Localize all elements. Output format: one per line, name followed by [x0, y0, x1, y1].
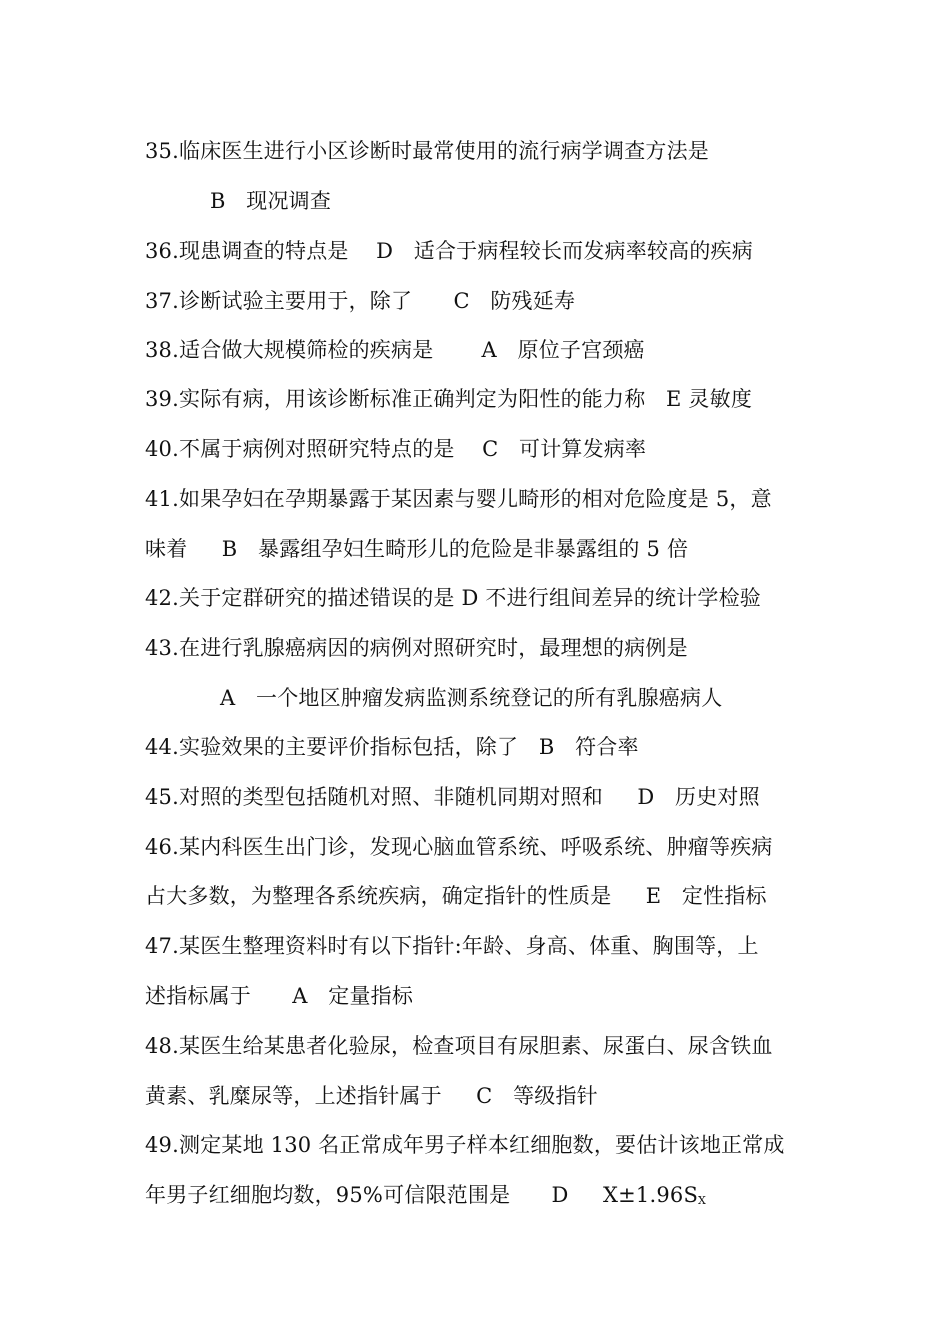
question-37: 37.诊断试验主要用于，除了 C 防残延寿: [145, 289, 576, 313]
question-45: 45.对照的类型包括随机对照、非随机同期对照和 D 历史对照: [145, 785, 760, 809]
question-47-line1: 47.某医生整理资料时有以下指针:年龄、身高、体重、胸围等，上: [145, 934, 759, 958]
question-46-line1: 46.某内科医生出门诊，发现心脑血管系统、呼吸系统、肿瘤等疾病: [145, 835, 773, 859]
answer-35: B 现况调查: [210, 189, 332, 213]
question-47-line2: 述指标属于 A 定量指标: [145, 984, 414, 1008]
question-35: 35.临床医生进行小区诊断时最常使用的流行病学调查方法是: [145, 139, 709, 163]
question-43: 43.在进行乳腺癌病因的病例对照研究时，最理想的病例是: [145, 636, 688, 660]
question-48-line2: 黄素、乳糜尿等，上述指针属于 C 等级指针: [145, 1084, 598, 1108]
question-41-line2: 味着 B 暴露组孕妇生畸形儿的危险是非暴露组的 5 倍: [145, 537, 689, 561]
question-39: 39.实际有病，用该诊断标准正确判定为阳性的能力称 E 灵敏度: [145, 387, 753, 411]
question-49-line1: 49.测定某地 130 名正常成年男子样本红细胞数，要估计该地正常成: [145, 1133, 785, 1157]
question-40: 40.不属于病例对照研究特点的是 C 可计算发病率: [145, 437, 647, 461]
question-41-line1: 41.如果孕妇在孕期暴露于某因素与婴儿畸形的相对危险度是 5，意: [145, 487, 772, 511]
question-36: 36.现患调查的特点是 D 适合于病程较长而发病率较高的疾病: [145, 239, 753, 263]
answer-43: A 一个地区肿瘤发病监测系统登记的所有乳腺癌病人: [220, 686, 723, 710]
question-44: 44.实验效果的主要评价指标包括，除了 B 符合率: [145, 735, 639, 759]
subscript-x: X: [698, 1194, 707, 1207]
question-38: 38.适合做大规模筛检的疾病是 A 原位子宫颈癌: [145, 338, 645, 362]
question-46-line2: 占大多数，为整理各系统疾病，确定指针的性质是 E 定性指标: [145, 884, 767, 908]
question-49-line2: [145, 1181, 706, 1215]
question-42: 42.关于定群研究的描述错误的是 D 不进行组间差异的统计学检验: [145, 586, 761, 610]
question-49-line2-text: 年男子红细胞均数，95%可信限范围是 D X±1.96S: [145, 1183, 699, 1207]
question-48-line1: 48.某医生给某患者化验尿，检查项目有尿胆素、尿蛋白、尿含铁血: [145, 1034, 773, 1058]
